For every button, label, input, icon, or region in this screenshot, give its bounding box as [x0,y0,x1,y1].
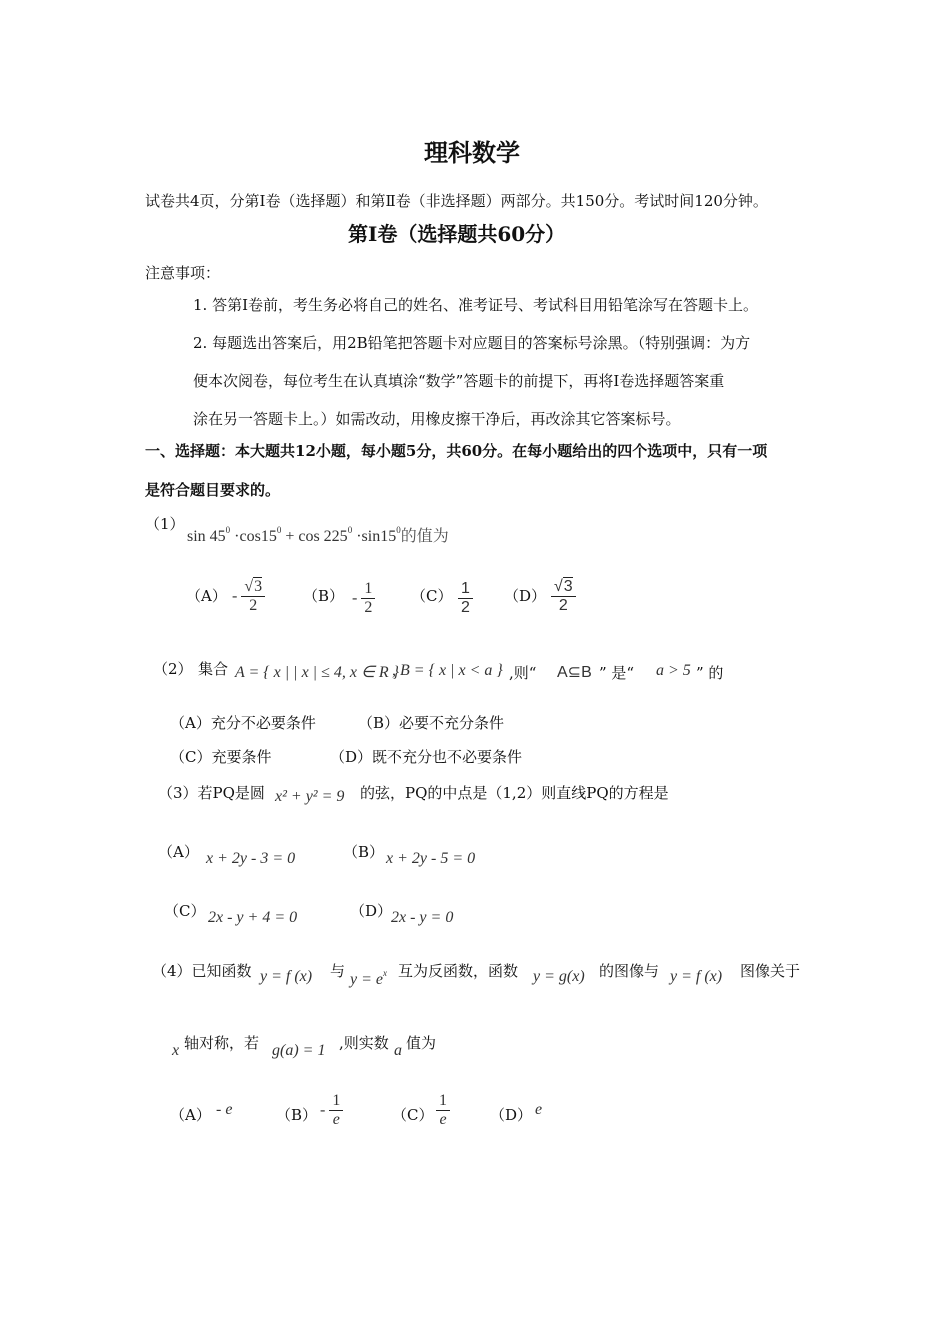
q4-option-b: - $\frac{1}{e}$ [320,1092,343,1130]
part-one-instructions-line2: 是符合题目要求的。 [145,481,281,499]
q2-option-c: （C）充要条件 [170,748,272,766]
part-one-instructions-line1: 一、选择题：本大题共12小题，每小题5分，共60分。在每小题给出的四个选项中，只有一项 [145,442,768,460]
notice-item-1: 1. 答第Ⅰ卷前，考生务必将自己的姓名、准考证号、考试科目用铅笔涂写在答题卡上。 [193,296,759,314]
q2-option-a: （A）充分不必要条件 [170,714,316,732]
section-title: 第Ⅰ卷（选择题共60分） [348,222,566,246]
q4-function-f: y = f (x) [260,968,313,985]
q3-option-c: 2x - y + 4 = 0 [208,909,298,926]
q2-option-b: （B）必要不充分条件 [358,714,505,732]
q1-number: （1） [145,515,185,533]
q2-lead: 集合 [198,660,229,678]
q3-option-d: 2x - y = 0 [391,909,454,926]
q4-real-number: ,则实数 [339,1034,389,1052]
q3-option-b: x + 2y - 5 = 0 [386,850,476,867]
page-title: 理科数学 [424,138,520,167]
q3-text-start: （3）若PQ是圆 [158,784,265,802]
notice-item-2-line3: 涂在另一答题卡上。）如需改动，用橡皮擦干净后，再改涂其它答案标号。 [193,410,681,428]
q4-option-c-label: （C） [392,1106,434,1124]
q4-with: 与 [330,962,346,980]
q2-of: ” 的 [696,664,724,682]
exam-intro: 试卷共4页，分第Ⅰ卷（选择题）和第Ⅱ卷（非选择题）两部分。共150分。考试时间120分钟。 [145,192,768,210]
q2-option-d: （D）既不充分也不必要条件 [330,748,523,766]
q2-set-a: A = { x | | x | ≤ 4, x ∈ R } [235,664,400,681]
q1-option-a-label: （A） [186,587,227,605]
q4-graph-symmetric: 图像关于 [740,962,801,980]
q3-option-c-label: （C） [164,902,206,920]
q1-option-a: - $\frac{√3}{2}$ [232,578,265,616]
q2-subset: A⊆B [557,664,592,681]
q2-set-b: , B = { x | x < a } [392,662,503,679]
q4-axis-text: 轴对称，若 [184,1034,260,1052]
q1-expression: $\sin 45^0 \cdot\cos 15^0 + \cos 225^0 \cdot\sin 15^0$的值为 [187,525,449,545]
q4-value-text: 值为 [406,1034,437,1052]
q4-inverse: 互为反函数，函数 [398,962,519,980]
q4-option-d: e [535,1101,543,1118]
q3-text-end: 的弦，PQ的中点是（1,2）则直线PQ的方程是 [360,784,669,802]
notice-label: 注意事项： [145,264,221,282]
q1-option-b: - $\frac{1}{2}$ [352,580,375,618]
q1-option-b-label: （B） [303,587,345,605]
q4-x-variable: x [172,1042,180,1059]
q4-option-c: $\frac{1}{e}$ [436,1092,450,1130]
q4-exponential: $y = e^x$ [350,968,387,988]
q1-option-c: $\frac{1}{2}$ [458,580,473,618]
q2-then: ,则“ [509,664,537,682]
q4-option-a-label: （A） [170,1106,211,1124]
q2-condition: a > 5 [656,662,691,679]
q3-option-a: x + 2y - 3 = 0 [206,850,296,867]
notice-item-2-line2: 便本次阅卷，每位考生在认真填涂“数学”答题卡的前提下，再将Ⅰ卷选择题答案重 [193,372,725,390]
q3-option-d-label: （D） [350,902,393,920]
q4-text-start: （4）已知函数 [152,962,252,980]
q1-option-d: $\frac{√3}{2}$ [551,578,576,616]
q3-option-b-label: （B） [343,843,385,861]
q4-function-g: y = g(x) [533,968,585,985]
q4-option-a: - e [216,1101,233,1118]
q3-circle: x² + y² = 9 [275,788,345,805]
q4-option-d-label: （D） [490,1106,533,1124]
q1-option-d-label: （D） [504,587,547,605]
q1-option-c-label: （C） [411,587,453,605]
q2-number: （2） [153,660,193,678]
q4-option-b-label: （B） [276,1106,318,1124]
q4-a-variable: a [394,1042,402,1059]
q4-function-f-2: y = f (x) [670,968,723,985]
q4-graph-with: 的图像与 [599,962,660,980]
q2-is: ” 是“ [599,664,635,682]
q4-g-of-a: g(a) = 1 [272,1042,326,1059]
q3-option-a-label: （A） [158,843,199,861]
notice-item-2-line1: 2. 每题选出答案后，用2B铅笔把答题卡对应题目的答案标号涂黑。（特别强调：为方 [193,334,751,352]
